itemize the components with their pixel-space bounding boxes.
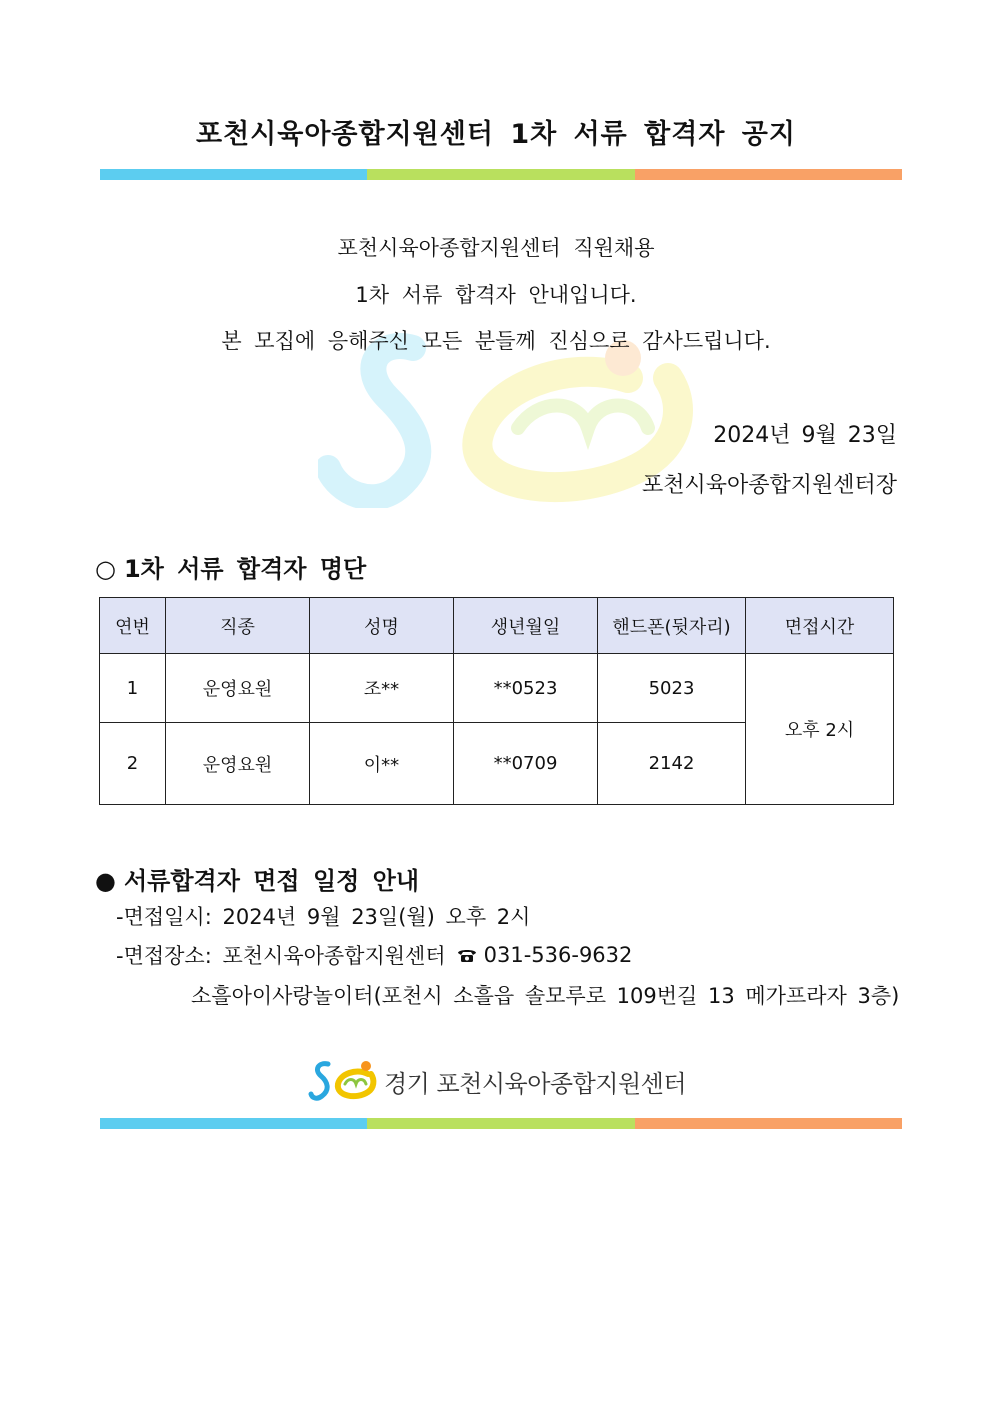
applicant-table	[99, 597, 894, 805]
roster-heading	[95, 549, 366, 584]
interview-address: 소흘아이사랑놀이터(포천시 소흘읍 솔모루로 109번길 13 메가프라자 3층)	[191, 984, 900, 1008]
interview-phone-number: 031-536-9632	[483, 943, 633, 967]
cell-name: 조**	[310, 654, 454, 723]
header-interview-time: 면접시간	[746, 598, 894, 654]
notice-signature: 포천시육아종합지원센터장	[641, 473, 897, 498]
filled-circle-bullet-icon: ●	[95, 867, 116, 895]
center-logo-icon	[308, 1058, 378, 1104]
interview-place-text: -면접장소: 포천시육아종합지원센터	[116, 944, 446, 968]
top-divider-bar	[100, 169, 902, 180]
intro-line-2: 1차 서류 합격자 안내입니다.	[355, 283, 637, 307]
cell-job: 운영요원	[166, 723, 310, 805]
table-row	[100, 654, 894, 723]
interview-date-line: -면접일시: 2024년 9월 23일(월) 오후 2시	[116, 905, 531, 929]
cell-phone: 2142	[598, 723, 746, 805]
cell-job: 운영요원	[166, 654, 310, 723]
circle-bullet-icon: ○	[95, 555, 116, 583]
cell-name: 이**	[310, 723, 454, 805]
cell-birth: **0709	[454, 723, 598, 805]
bar-segment-green	[367, 169, 634, 180]
cell-phone: 5023	[598, 654, 746, 723]
header-phone: 핸드폰(뒷자리)	[598, 598, 746, 654]
cell-birth: **0523	[454, 654, 598, 723]
bar-segment-orange	[635, 1118, 902, 1129]
interview-place-line	[116, 940, 632, 970]
table-header-row	[100, 598, 894, 654]
intro-line-3: 본 모집에 응해주신 모든 분들께 진심으로 감사드립니다.	[221, 329, 771, 353]
footer-org-name: 경기 포천시육아종합지원센터	[384, 1069, 687, 1098]
bar-segment-blue	[100, 1118, 367, 1129]
schedule-heading-text: 서류합격자 면접 일정 안내	[123, 867, 420, 895]
bar-segment-blue	[100, 169, 367, 180]
header-birth: 생년월일	[454, 598, 598, 654]
bottom-divider-bar	[100, 1118, 902, 1129]
cell-no: 2	[100, 723, 166, 805]
notice-date: 2024년 9월 23일	[713, 423, 897, 448]
bar-segment-green	[367, 1118, 634, 1129]
phone-icon	[456, 946, 478, 964]
header-job: 직종	[166, 598, 310, 654]
cell-interview-time: 오후 2시	[746, 654, 894, 805]
page-title: 포천시육아종합지원센터 1차 서류 합격자 공지	[196, 119, 796, 150]
cell-no: 1	[100, 654, 166, 723]
bar-segment-orange	[635, 169, 902, 180]
header-no: 연번	[100, 598, 166, 654]
roster-heading-text: 1차 서류 합격자 명단	[123, 555, 367, 583]
intro-line-1: 포천시육아종합지원센터 직원채용	[337, 236, 655, 260]
header-name: 성명	[310, 598, 454, 654]
footer-logo	[308, 1058, 728, 1104]
schedule-heading	[95, 861, 419, 896]
